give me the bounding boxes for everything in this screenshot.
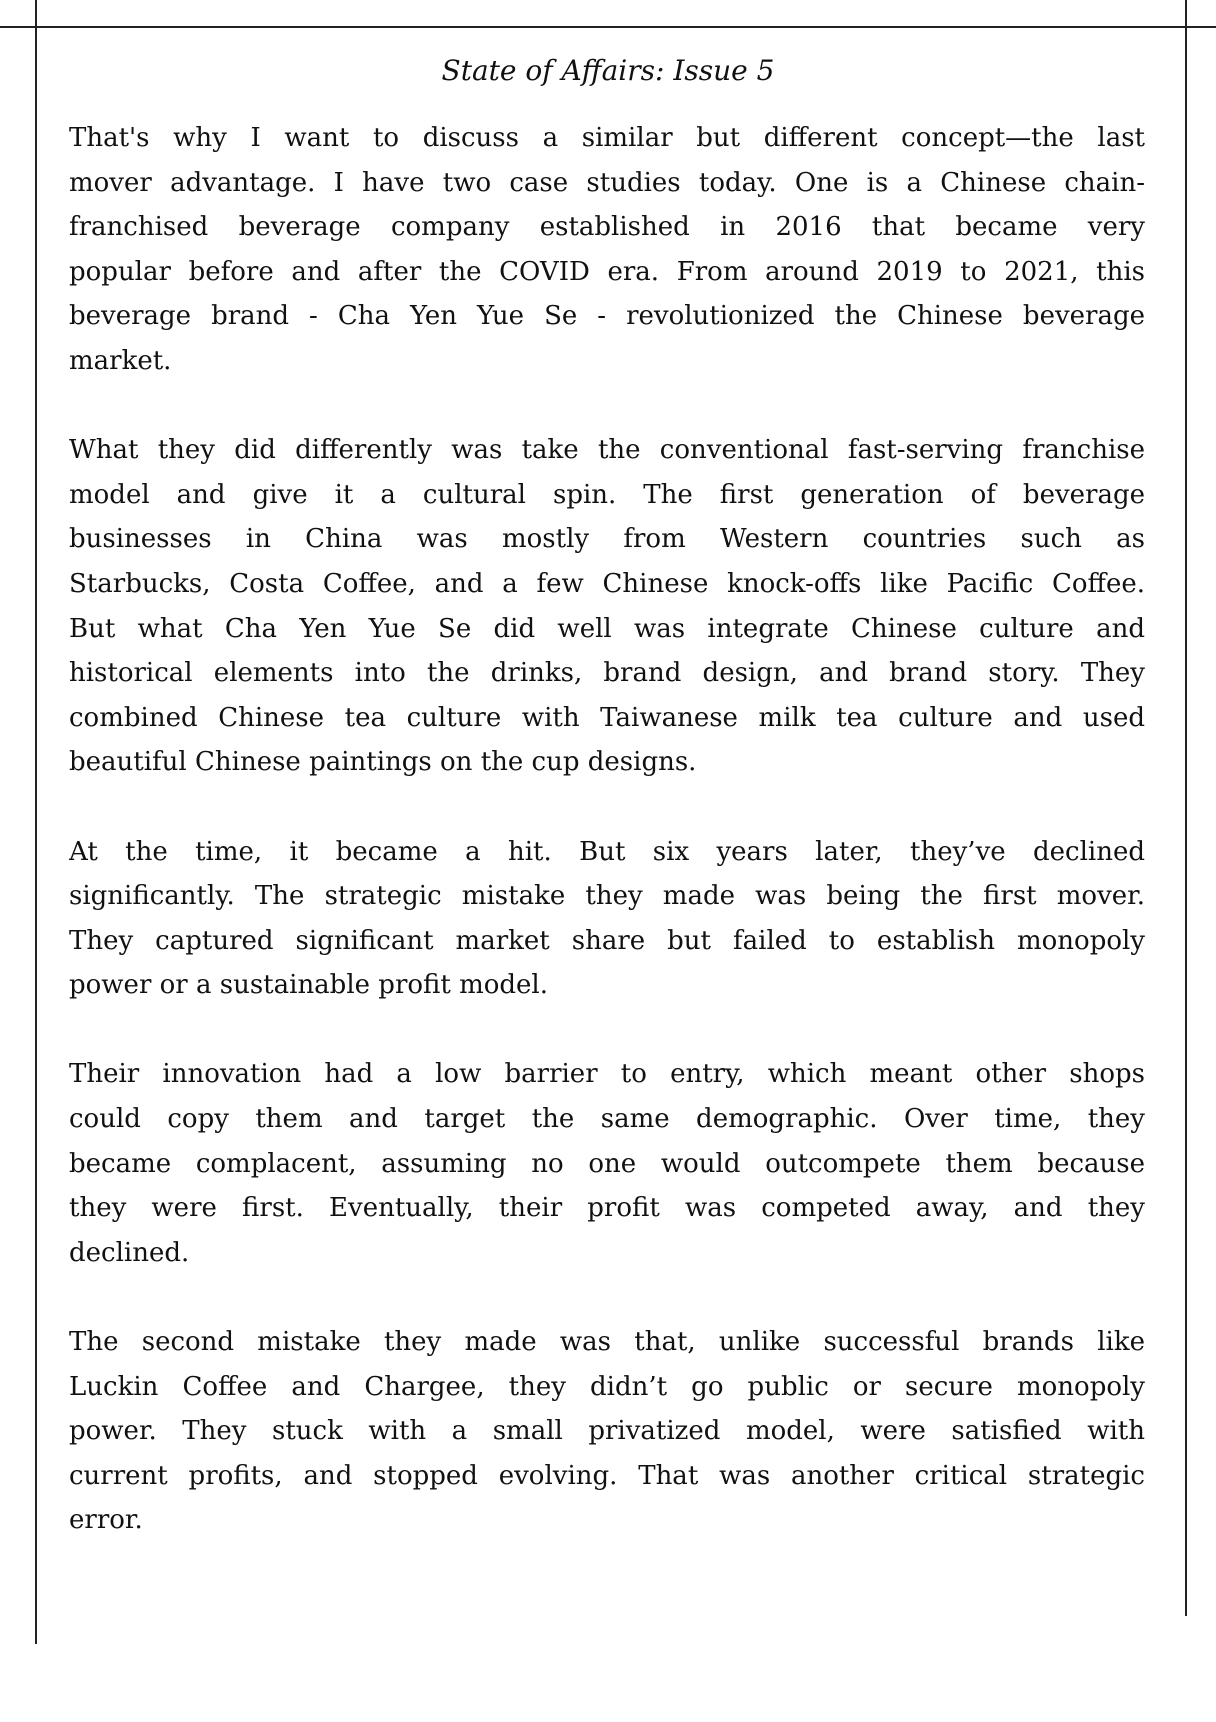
text-line: The second mistake they made was that, unlike successful brands like — [69, 1327, 1145, 1358]
text-line: popular before and after the COVID era. From around 2019 to 2021, this — [69, 256, 1145, 287]
text-line: beverage brand - Cha Yen Yue Se - revolutionized the Chinese beverage — [69, 301, 1145, 332]
text-line: franchised beverage company established in 2016 that became very — [69, 212, 1145, 243]
text-line: They captured significant market share but failed to establish monopoly — [69, 925, 1145, 956]
text-line: mover advantage. I have two case studies today. One is a Chinese chain- — [69, 167, 1145, 198]
text-line: What they did differently was take the conventional fast-serving franchise — [69, 435, 1145, 466]
top-rule — [0, 26, 1216, 28]
text-line: market. — [69, 345, 172, 376]
text-line: That's why I want to discuss a similar but different concept—the last — [69, 123, 1145, 153]
paragraph — [69, 830, 1145, 1008]
text-line: error. — [69, 1505, 143, 1536]
text-line: Their innovation had a low barrier to entry, which meant other shops — [69, 1059, 1145, 1090]
text-line: combined Chinese tea culture with Taiwanese milk tea culture and used — [69, 702, 1145, 733]
left-margin-rule — [35, 0, 37, 1644]
text-line: model and give it a cultural spin. The first generation of beverage — [69, 479, 1145, 510]
text-line: businesses in China was mostly from Western countries such as — [69, 524, 1145, 555]
paragraph — [69, 1320, 1145, 1543]
text-line: could copy them and target the same demographic. Over time, they — [69, 1104, 1145, 1135]
document-title: State of Affairs: Issue 5 — [441, 54, 775, 87]
text-line: they were first. Eventually, their profit was competed away, and they — [69, 1193, 1145, 1224]
paragraph — [69, 116, 1145, 384]
text-line: significantly. The strategic mistake they made was being the first mover. — [69, 881, 1145, 912]
paragraph — [69, 428, 1145, 785]
text-line: Luckin Coffee and Chargee, they didn’t go public or secure monopoly — [69, 1371, 1145, 1402]
text-line: power or a sustainable profit model. — [69, 970, 548, 1001]
text-line: power. They stuck with a small privatized model, were satisfied with — [69, 1416, 1145, 1447]
text-line: At the time, it became a hit. But six years later, they’ve declined — [69, 836, 1145, 867]
text-line: beautiful Chinese paintings on the cup designs. — [69, 747, 697, 778]
text-line: current profits, and stopped evolving. That was another critical strategic — [69, 1460, 1145, 1491]
document-body — [69, 116, 1145, 1588]
text-line: Starbucks, Costa Coffee, and a few Chinese knock-offs like Pacific Coffee. — [69, 568, 1145, 599]
text-line: But what Cha Yen Yue Se did well was integrate Chinese culture and — [69, 613, 1145, 644]
text-line: became complacent, assuming no one would outcompete them because — [69, 1148, 1145, 1179]
text-line: historical elements into the drinks, brand design, and brand story. They — [69, 658, 1145, 689]
paragraph — [69, 1052, 1145, 1275]
text-line: declined. — [69, 1237, 190, 1268]
right-margin-rule — [1185, 0, 1187, 1616]
